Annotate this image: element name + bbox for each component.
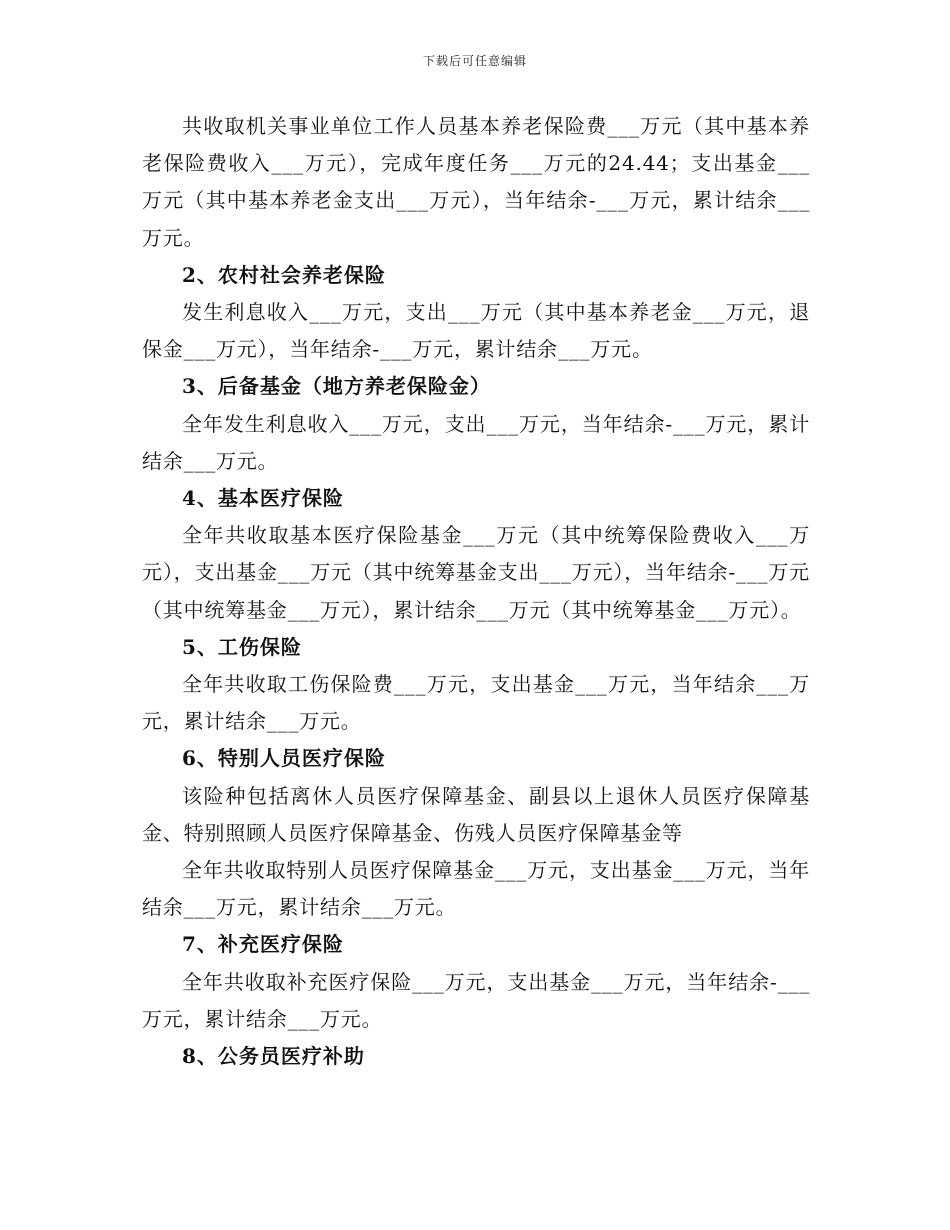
paragraph-basic-medical: 全年共收取基本医疗保险基金___万元（其中统筹保险费收入___万元），支出基金___万元（其中统筹基金支出___万元），当年结余-___万元（其中统筹基金___万元），累计结余___万元（其中统筹基金___万元）。 [142,523,810,622]
paragraph-rural-pension: 发生利息收入___万元，支出___万元（其中基本养老金___万元，退保金___万元），当年结余-___万元，累计结余___万元。 [142,300,810,362]
page-header: 下载后可任意编辑 [422,54,527,68]
heading-rural-pension: 2、农村社会养老保险 [182,262,386,287]
paragraph-pension-institutions: 共收取机关事业单位工作人员基本养老保险费___万元（其中基本养老保险费收入___万元），完成年度任务___万元的24.44；支出基金___万元（其中基本养老金支出___万元），当年结余-___万元，累计结余___万元。 [142,114,810,250]
paragraph-work-injury: 全年共收取工伤保险费___万元，支出基金___万元，当年结余___万元，累计结余___万元。 [142,672,810,734]
document-body [142,108,810,1075]
heading-work-injury: 5、工伤保险 [182,634,302,659]
paragraph-special-medical-scope: 该险种包括离休人员医疗保障基金、副县以上退休人员医疗保障基金、特别照顾人员医疗保障基金、伤残人员医疗保障基金等 [142,783,810,845]
paragraph-supplementary-medical: 全年共收取补充医疗保险___万元，支出基金___万元，当年结余-___万元，累计结余___万元。 [142,969,810,1031]
heading-civil-servant-subsidy: 8、公务员医疗补助 [182,1044,365,1069]
heading-supplementary-medical: 7、补充医疗保险 [182,932,344,957]
heading-reserve-fund: 3、后备基金（地方养老保险金） [182,374,491,399]
paragraph-reserve-fund: 全年发生利息收入___万元，支出___万元，当年结余-___万元，累计结余___万元。 [142,411,810,473]
heading-special-medical: 6、特别人员医疗保险 [182,746,386,771]
heading-basic-medical: 4、基本医疗保险 [182,486,344,511]
paragraph-special-medical-figures: 全年共收取特别人员医疗保障基金___万元，支出基金___万元，当年结余___万元，累计结余___万元。 [142,858,810,920]
